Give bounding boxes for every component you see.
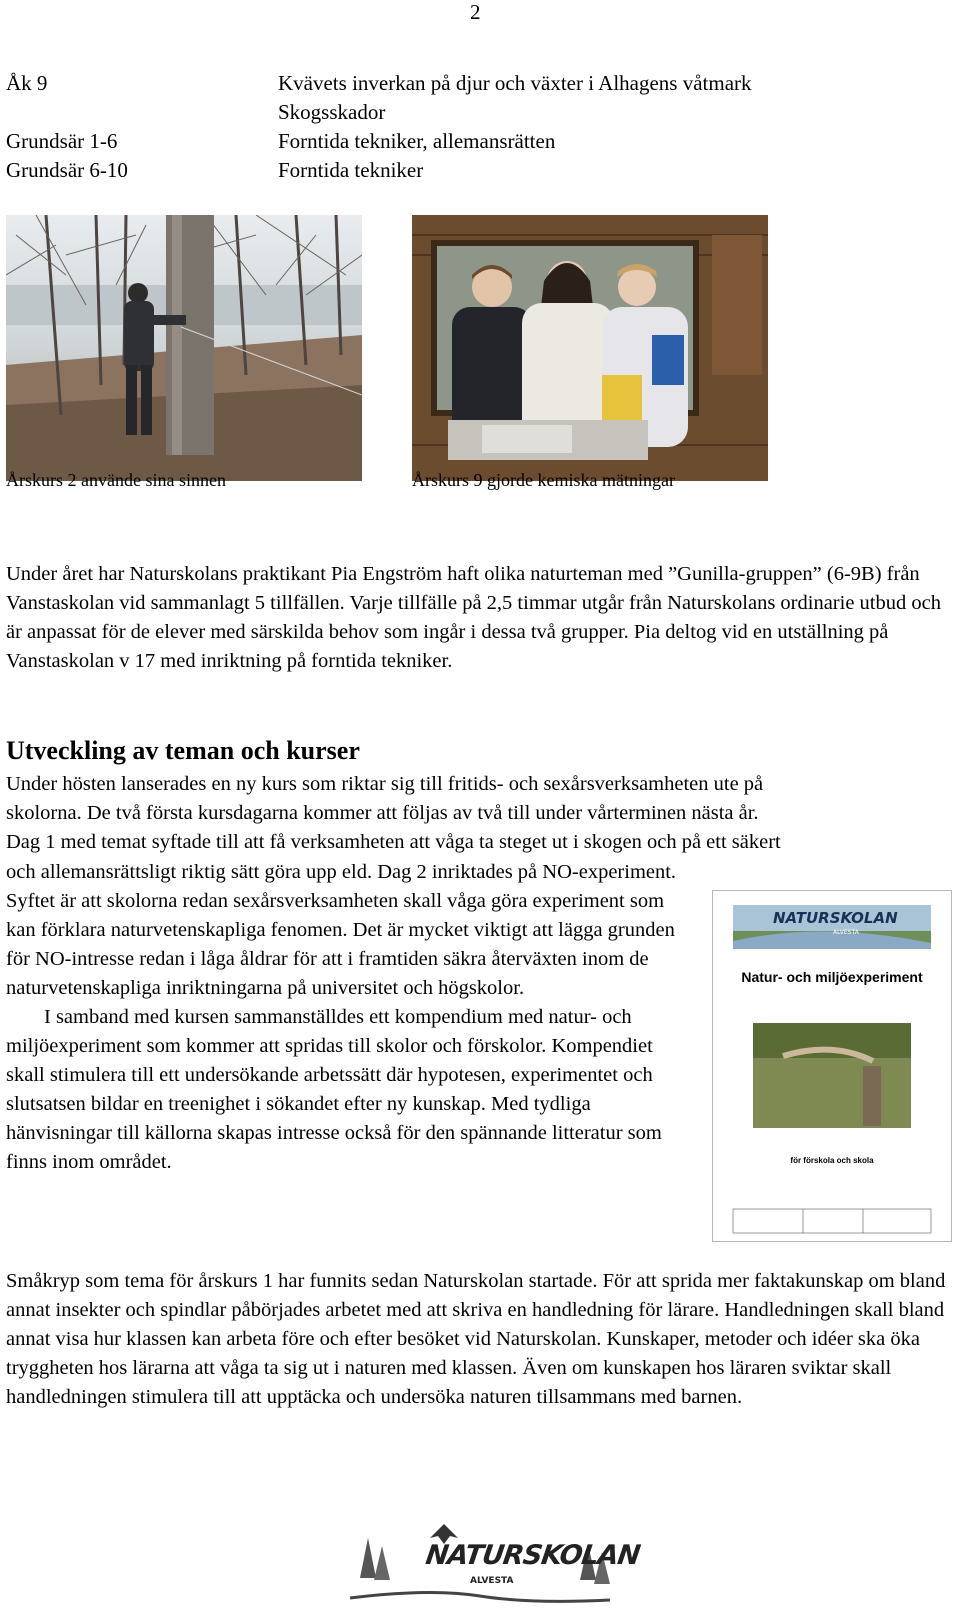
cover-subtitle: för förskola och skola	[790, 1156, 874, 1165]
beaver-photo	[863, 1066, 881, 1126]
students-cabin-photo	[412, 215, 768, 481]
forest-child-photo	[6, 215, 362, 481]
schedule-grade-4: Grundsär 6-10	[6, 158, 128, 182]
schedule-grade-1: Åk 9	[6, 71, 48, 95]
schedule-topic-4: Forntida tekniker	[278, 158, 424, 182]
section-wrapped-text	[6, 858, 696, 1177]
paragraph-text: Småkryp som tema för årskurs 1 har funnits sedan Naturskolan startade. För att sprida mer faktakunskap om bland annat insekter och spindlar påbörjades arbetet med att skriva en handledning för lärare. Handledningen skall bland annat visa hur klassen kan arbeta före och efter besöket vid Naturskolan. Kunskaper, metoder och idéer ska öka tryggheten hos lärarna att våga ta sig ut i naturen med klassen. Även om kunskapen hos läraren sviktar skall handledningen stimulera till att upptäcka och undersöka naturen tillsammans med barnen.	[6, 1270, 946, 1408]
photo-caption-1: Årskurs 2 använde sina sinnen	[6, 470, 226, 490]
cover-logo-text: NATURSKOLAN	[773, 909, 898, 927]
section-wrap-para-2: I samband med kursen sammanställdes ett kompendium med natur- och miljöexperiment som kommer att spridas till skolor och förskolor. Kompendiet skall stimulera till ett undersökande arbetssätt där hypotesen, experimentet och slutsatsen bildar en treenighet i sökandet efter ny kunskap. Med tydliga hänvisningar till källorna skapas intresse också för den spännande litteratur som finns inom området.	[6, 1006, 662, 1173]
cover-logo-sub: ALVESTA	[833, 929, 859, 936]
schedule-topic-2: Skogsskador	[278, 100, 386, 124]
section-wrap-para-1: och allemansrättsligt riktig sätt göra upp eld. Dag 2 inriktades på NO-experiment. Syftet är att skolorna redan sexårsverksamheten skall våga göra experiment som kan förklara naturvetenskapliga fenomen. Det är mycket viktigt att lägga grunden för NO-intresse redan i låga åldrar för att i framtiden säkra återväxten inom de naturvetenskapliga inriktningarna på universitet och högskolor.	[6, 861, 677, 999]
footer-logo-text: NATURSKOLAN	[423, 1540, 642, 1571]
paragraph-text: Under året har Naturskolans praktikant Pia Engström haft olika naturteman med ”Gunilla-gruppen” (6-9B) från Vanstaskolan vid sammanlagt 5 tillfällen. Varje tillfälle på 2,5 timmar utgår från Naturskolans ordinarie utbud och är anpassat för de elever med särskilda behov som ingår i dessa två grupper. Pia deltog vid en utställning på Vanstaskolan v 17 med inriktning på forntida tekniker.	[6, 563, 941, 672]
section-line-2: skolorna. De två första kursdagarna kommer att följas av två till under vårterminen nästa år.	[6, 802, 759, 824]
section-line-3: Dag 1 med temat syftade till att få verksamheten att våga ta steget ut i skogen och på ett säkert	[6, 831, 781, 853]
naturskolan-logo	[340, 1518, 642, 1610]
schedule-topic-3: Forntida tekniker, allemansrätten	[278, 129, 556, 153]
paragraph-gunilla-gruppen	[6, 560, 954, 676]
page-number: 2	[470, 0, 481, 24]
section-heading: Utveckling av teman och kurser	[6, 736, 360, 765]
kompendium-cover	[712, 890, 952, 1242]
footer-logo-sub: ALVESTA	[470, 1576, 514, 1586]
schedule-topic-1: Kvävets inverkan på djur och växter i Alhagens våtmark	[278, 71, 752, 95]
paragraph-smakryp	[6, 1267, 954, 1412]
schedule-grade-3: Grundsär 1-6	[6, 129, 118, 153]
section-line-1: Under hösten lanserades en ny kurs som riktar sig till fritids- och sexårsverksamheten ute på	[6, 773, 764, 795]
cover-title: Natur- och miljöexperiment	[741, 969, 923, 985]
photo-caption-2: Årskurs 9 gjorde kemiska mätningar	[412, 470, 675, 490]
